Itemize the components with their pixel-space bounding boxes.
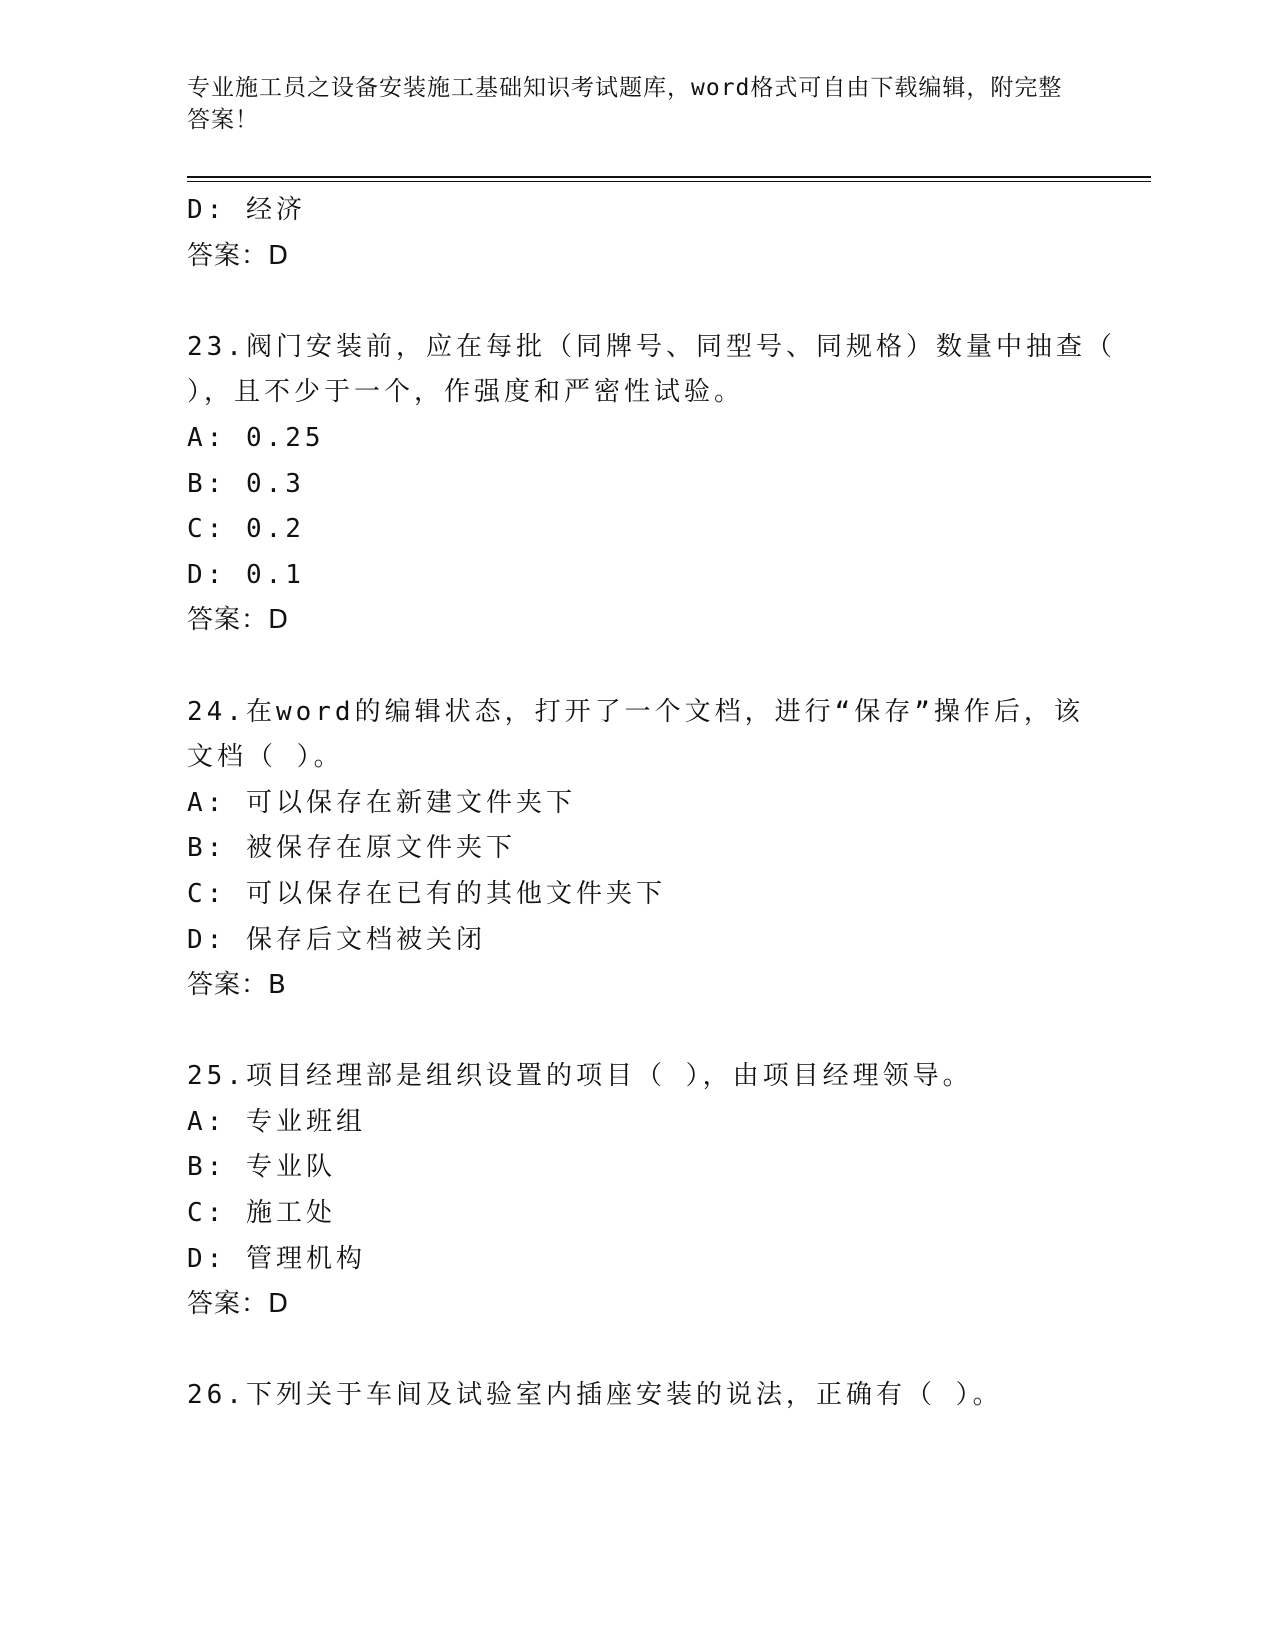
question-block-24 [187, 690, 1087, 1009]
question-block-25 [187, 1054, 1087, 1328]
question-block-22 [187, 188, 1087, 279]
question-stem-line: 26.下列关于车间及试验室内插座安装的说法，正确有（ ）。 [187, 1380, 1003, 1411]
question-stem-line: 25.项目经理部是组织设置的项目（ ），由项目经理领导。 [187, 1061, 973, 1092]
question-stem-line: 24.在word的编辑状态，打开了一个文档，进行“保存”操作后，该 [187, 696, 1084, 727]
answer-line: 答案：D [187, 240, 290, 271]
header-divider-thin [187, 181, 1151, 182]
header-divider-thick [187, 176, 1151, 178]
spacer [187, 1328, 1087, 1374]
question-list [187, 188, 1116, 1419]
option-d: D: 0.1 [187, 559, 305, 590]
answer-line: 答案：B [187, 970, 287, 1001]
option-a: A: 可以保存在新建文件夹下 [187, 787, 576, 818]
spacer [187, 1009, 1087, 1055]
answer-line: 答案：D [187, 1289, 290, 1320]
page-header-title: 专业施工员之设备安装施工基础知识考试题库，word格式可自由下载编辑，附完整答案！ [187, 75, 1063, 133]
option-c: C: 施工处 [187, 1198, 336, 1229]
question-block-26 [187, 1373, 1087, 1419]
option-d: D: 保存后文档被关闭 [187, 924, 486, 955]
spacer [187, 279, 1087, 325]
question-stem-line: ），且不少于一个，作强度和严密性试验。 [187, 377, 745, 408]
option-d: D: 经济 [187, 195, 306, 225]
option-c: C: 0.2 [187, 514, 305, 545]
option-b: B: 专业队 [187, 1152, 336, 1183]
spacer [187, 644, 1087, 690]
question-block-23 [187, 325, 1116, 644]
question-stem-line: 23.阀门安装前，应在每批（同牌号、同型号、同规格）数量中抽查（ [187, 331, 1116, 362]
option-a: A: 专业班组 [187, 1106, 366, 1137]
option-b: B: 被保存在原文件夹下 [187, 833, 516, 864]
option-d: D: 管理机构 [187, 1243, 366, 1274]
answer-line: 答案：D [187, 605, 290, 636]
option-b: B: 0.3 [187, 468, 305, 499]
option-a: A: 0.25 [187, 422, 325, 453]
option-c: C: 可以保存在已有的其他文件夹下 [187, 878, 666, 909]
question-stem-line: 文档（ ）。 [187, 742, 344, 773]
